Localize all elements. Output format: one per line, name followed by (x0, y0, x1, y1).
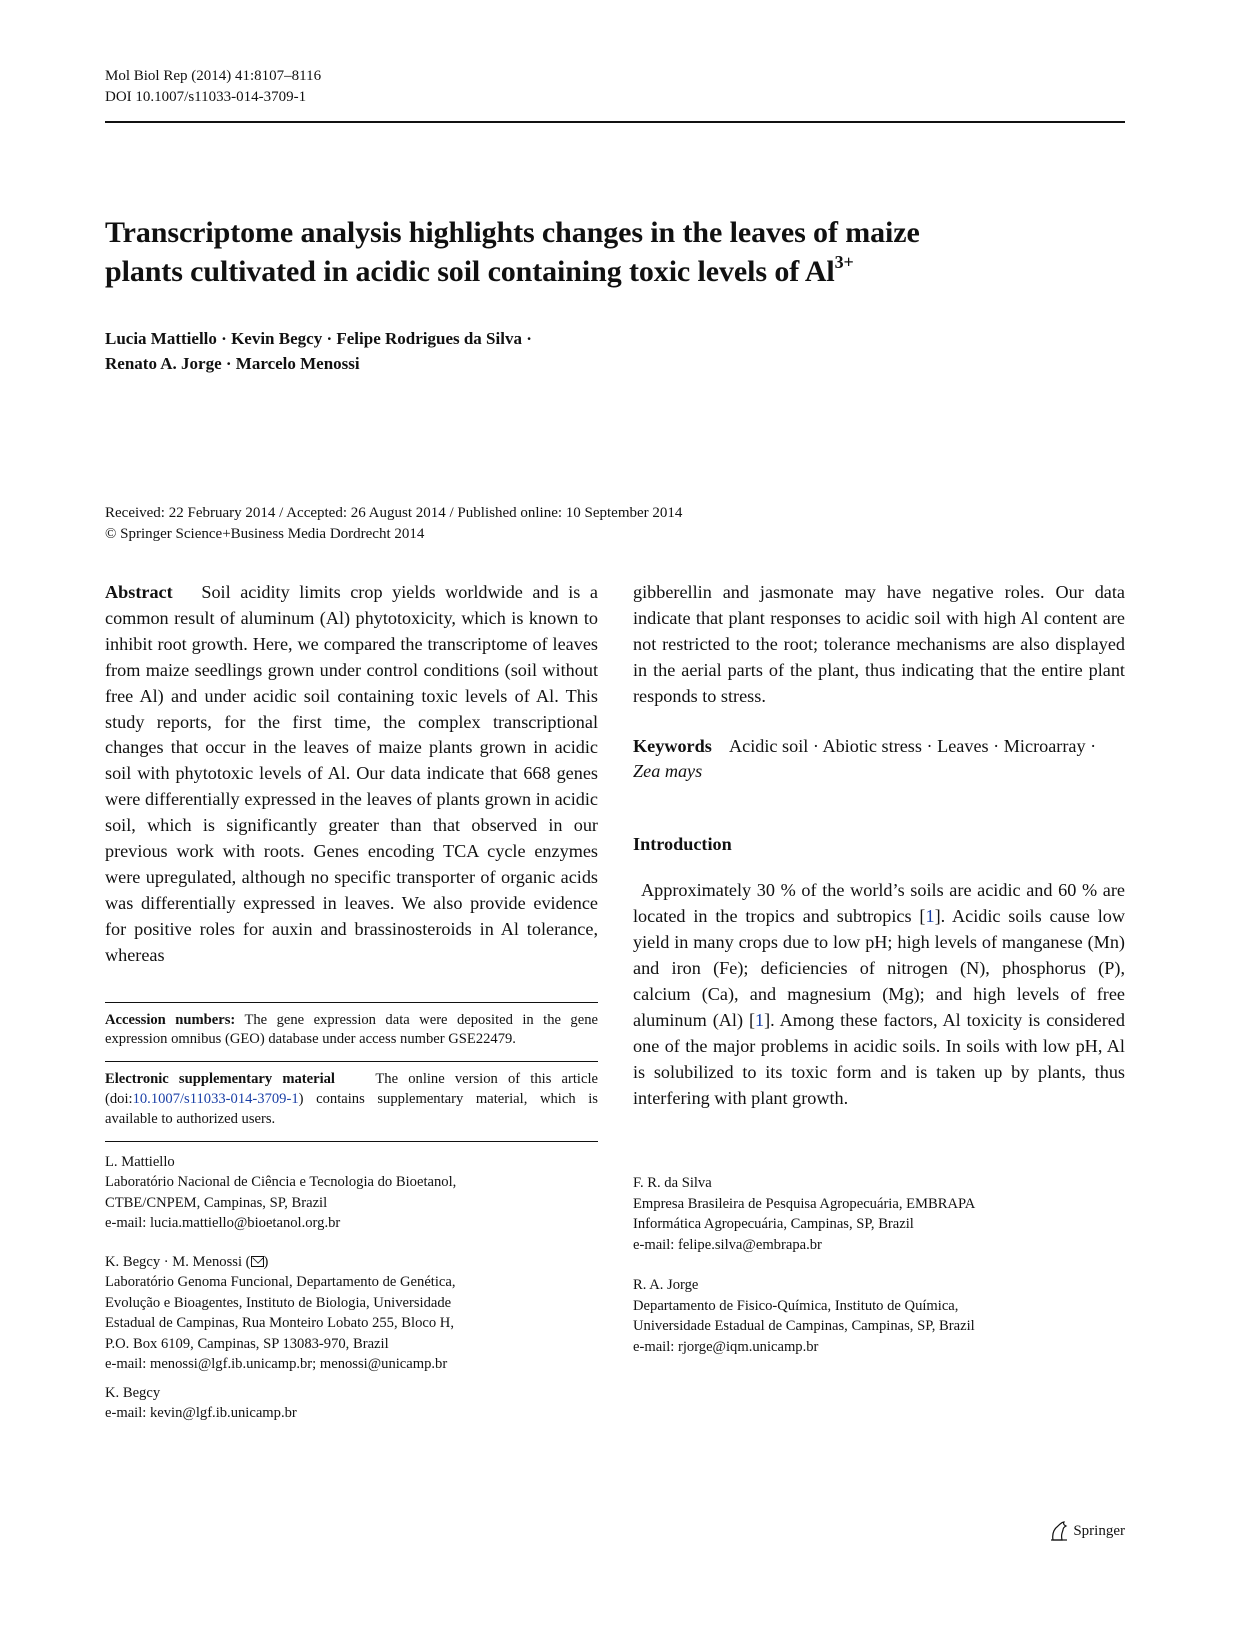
keywords-paragraph (633, 734, 1125, 786)
accession-label: Accession numbers: (105, 1011, 236, 1028)
affiliation-name: R. A. Jorge (633, 1277, 699, 1293)
notes-divider-1 (105, 1002, 598, 1003)
intro-text-c: ]. Among these factors, Al toxicity is considered one of the major problems in acidic soils. In soils with low pH, Al is solubilized to its toxic form and is taken up by plants, thus interfering with plant growth. (633, 1009, 1125, 1108)
publisher-logo (1049, 1520, 1125, 1542)
affiliation-name-text: K. Begcy · M. Menossi ( (105, 1253, 251, 1270)
affiliation-line: Empresa Brasileira de Pesquisa Agropecuária, EMBRAPA (633, 1195, 976, 1212)
esm-note (105, 1070, 598, 1129)
publisher-name: Springer (1073, 1522, 1125, 1539)
affiliation-begcy-menossi (105, 1252, 598, 1375)
affiliation-name: F. R. da Silva (633, 1175, 712, 1191)
notes-divider-2 (105, 1061, 598, 1062)
affiliation-line: Universidade Estadual de Campinas, Campinas, SP, Brazil (633, 1318, 975, 1334)
intro-text-b: ]. Acidic soils cause low yield in many crops due to low pH; high levels of manganese (Mn) and iron (Fe); deficiencies of nitrogen (N), phosphorus (P), calcium (Ca), and magnesium (Mg); and high levels of free aluminum (Al) [ (633, 906, 1125, 1030)
introduction-heading: Introduction (633, 834, 732, 855)
doi-line: DOI 10.1007/s11033-014-3709-1 (105, 89, 307, 105)
affiliation-line: Laboratório Genoma Funcional, Departamento de Genética, (105, 1274, 456, 1291)
article-title (105, 213, 1125, 291)
abstract-label: Abstract (105, 582, 173, 602)
affiliation-name: K. Begcy (105, 1384, 161, 1401)
affiliation-line: Informática Agropecuária, Campinas, SP, Brazil (633, 1216, 914, 1232)
esm-doi-link[interactable]: 10.1007/s11033-014-3709-1 (132, 1090, 299, 1107)
affiliation-line: P.O. Box 6109, Campinas, SP 13083-970, Brazil (105, 1335, 389, 1352)
keywords-italic: Zea mays (633, 761, 703, 782)
affiliation-silva (633, 1173, 975, 1255)
esm-text-1: The online version of this article (doi: (105, 1071, 598, 1107)
affiliation-line: CTBE/CNPEM, Campinas, SP, Brazil (105, 1194, 328, 1211)
accession-note (105, 1011, 598, 1051)
affiliation-name (105, 1252, 598, 1273)
affiliation-line: Evolução e Bioagentes, Instituto de Biologia, Universidade (105, 1294, 452, 1311)
reference-link-2[interactable]: 1 (755, 1009, 765, 1030)
esm-label: Electronic supplementary material (105, 1071, 335, 1088)
intro-text-a: Approximately 30 % of the world’s soils are acidic and 60 % are located in the tropics and subtropics [ (633, 880, 1125, 927)
authors-line-2: Renato A. Jorge · Marcelo Menossi (105, 354, 360, 373)
affiliation-email[interactable]: e-mail: kevin@lgf.ib.unicamp.br (105, 1405, 297, 1422)
affiliation-name-end: ) (263, 1253, 269, 1270)
introduction-paragraph (633, 878, 1125, 1111)
affiliation-email[interactable]: e-mail: rjorge@iqm.unicamp.br (633, 1338, 819, 1355)
affiliation-line: Departamento de Fisico-Química, Instituto de Química, (633, 1297, 959, 1314)
keywords-items: Acidic soil · Abiotic stress · Leaves · Microarray · (729, 735, 1097, 756)
author-list (105, 326, 532, 376)
title-superscript: 3+ (834, 252, 854, 272)
received-line: Received: 22 February 2014 / Accepted: 26 August 2014 / Published online: 10 September 2014 (105, 505, 683, 521)
journal-citation: Mol Biol Rep (2014) 41:8107–8116 (105, 68, 322, 84)
publication-dates (105, 503, 682, 545)
envelope-icon (251, 1256, 264, 1267)
affiliation-jorge (633, 1275, 975, 1357)
header-divider (105, 121, 1125, 123)
esm-text-2: ) contains supplementary material, which is available to authorized users. (105, 1090, 598, 1127)
reference-link-1[interactable]: 1 (925, 906, 935, 927)
affiliation-email[interactable]: e-mail: felipe.silva@embrapa.br (633, 1236, 822, 1253)
affiliation-email[interactable]: e-mail: lucia.mattiello@bioetanol.org.br (105, 1215, 341, 1232)
abstract-continued: gibberellin and jasmonate may have negative roles. Our data indicate that plant responses to acidic soil with high Al content are not restricted to the root; tolerance mechanisms are also displayed in the aerial parts of the plant, thus indicating that the entire plant responds to stress. (633, 582, 1125, 706)
affiliation-line: Laboratório Nacional de Ciência e Tecnologia do Bioetanol, (105, 1174, 457, 1191)
title-line-1: Transcriptome analysis highlights changes in the leaves of maize (105, 216, 920, 249)
keywords-label: Keywords (633, 735, 712, 756)
notes-divider-3 (105, 1141, 598, 1142)
authors-line-1: Lucia Mattiello · Kevin Begcy · Felipe Rodrigues da Silva · (105, 329, 532, 348)
left-column (105, 580, 598, 1424)
right-column (633, 580, 1125, 1355)
copyright-line: © Springer Science+Business Media Dordrecht 2014 (105, 526, 425, 542)
affiliation-name: L. Mattiello (105, 1153, 175, 1170)
springer-horse-icon (1049, 1520, 1069, 1542)
affiliation-line: Estadual de Campinas, Rua Monteiro Lobato 255, Bloco H, (105, 1315, 454, 1332)
affiliation-email[interactable]: e-mail: menossi@lgf.ib.unicamp.br; menossi@unicamp.br (105, 1356, 448, 1373)
affiliation-mattiello (105, 1152, 598, 1234)
journal-header (105, 66, 321, 108)
abstract-paragraph (105, 580, 598, 969)
accession-text: The gene expression data were deposited in the gene expression omnibus (GEO) database under access number GSE22479. (105, 1011, 598, 1048)
abstract-text: Soil acidity limits crop yields worldwide and is a common result of aluminum (Al) phytotoxicity, which is known to inhibit root growth. Here, we compared the transcriptome of leaves from maize seedlings grown under control conditions (soil without free Al) and under acidic soil containing toxic levels of Al. This study reports, for the first time, the complex transcriptional changes that occur in the leaves of maize plants grown in acidic soil with phytotoxic levels of Al. Our data indicate that 668 genes were differentially expressed in the leaves of plants grown in acidic soil, which is significantly greater than that observed in our previous work with roots. Genes encoding TCA cycle enzymes were upregulated, although no specific transporter of organic acids was differentially expressed in leaves. We also provide evidence for positive roles for auxin and brassinosteroids in Al tolerance, whereas (105, 582, 598, 965)
title-line-2-text: plants cultivated in acidic soil containing toxic levels of Al (105, 255, 835, 288)
affiliation-begcy (105, 1383, 598, 1424)
title-line-2 (105, 252, 1125, 291)
